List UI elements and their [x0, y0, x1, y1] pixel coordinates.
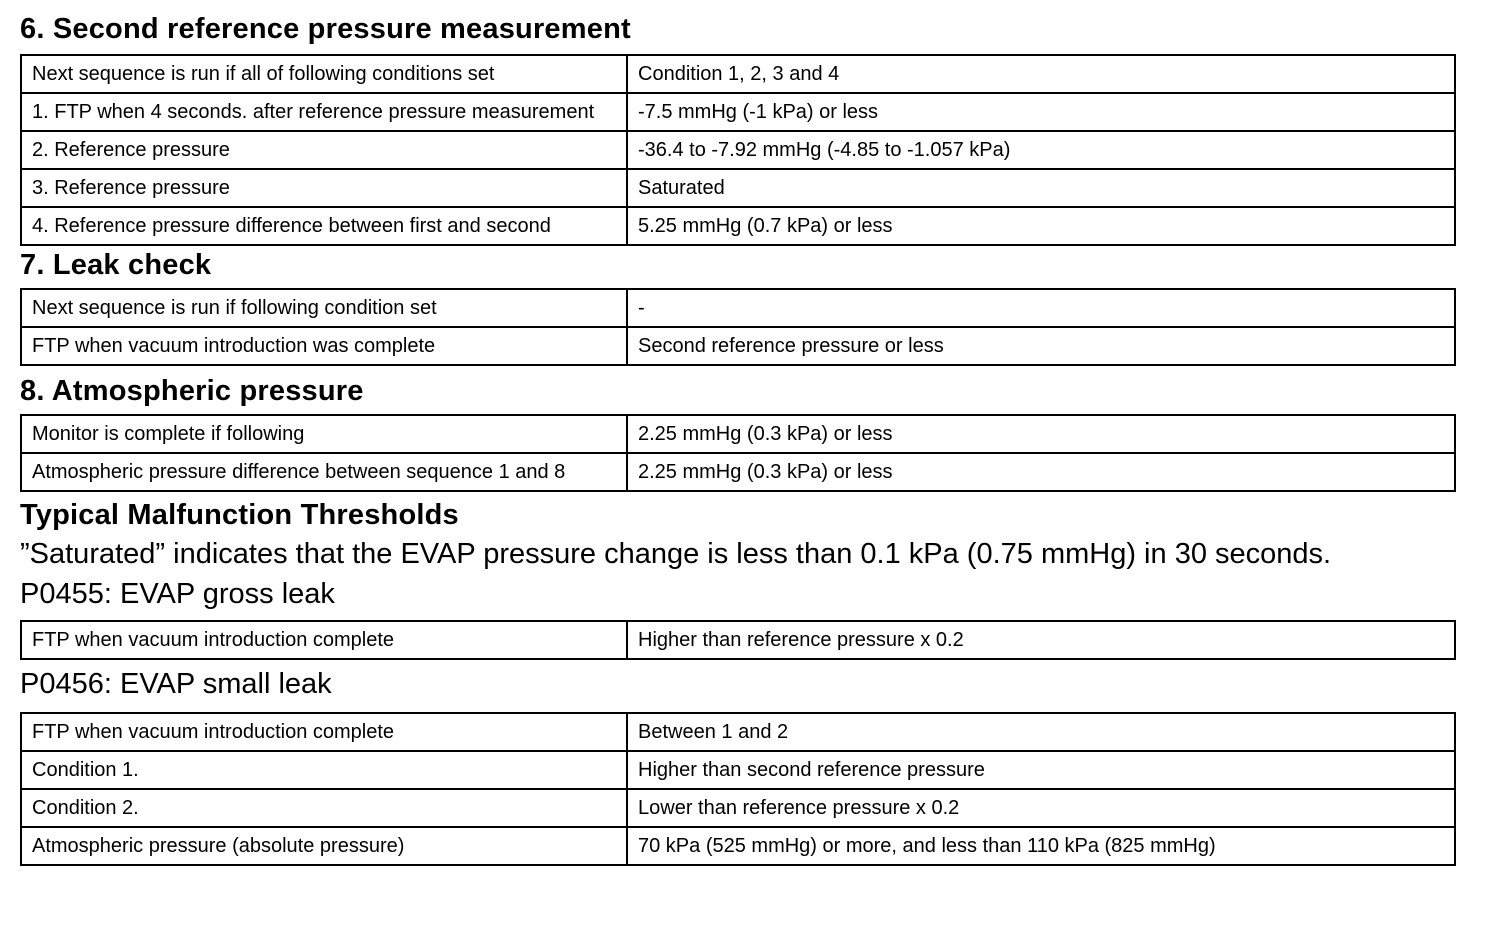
table-row	[21, 789, 1455, 827]
row-value: Condition 1, 2, 3 and 4	[627, 55, 1455, 93]
p0455-title: P0455: EVAP gross leak	[20, 578, 335, 610]
row-label: Atmospheric pressure difference between sequence 1 and 8	[21, 453, 627, 491]
row-value: 5.25 mmHg (0.7 kPa) or less	[627, 207, 1455, 245]
table-row	[21, 751, 1455, 789]
table-row	[21, 415, 1455, 453]
row-value: Saturated	[627, 169, 1455, 207]
row-value: -7.5 mmHg (-1 kPa) or less	[627, 93, 1455, 131]
row-value: Higher than reference pressure x 0.2	[627, 621, 1455, 659]
row-label: 3. Reference pressure	[21, 169, 627, 207]
thresholds-title: Typical Malfunction Thresholds	[20, 499, 459, 531]
table-row	[21, 207, 1455, 245]
row-label: FTP when vacuum introduction complete	[21, 713, 627, 751]
p0455-table	[20, 620, 1456, 660]
row-label: 4. Reference pressure difference between first and second	[21, 207, 627, 245]
row-label: Condition 2.	[21, 789, 627, 827]
section-7-table	[20, 288, 1456, 366]
table-row	[21, 827, 1455, 865]
row-value: Lower than reference pressure x 0.2	[627, 789, 1455, 827]
row-label: Next sequence is run if all of following conditions set	[21, 55, 627, 93]
row-label: Monitor is complete if following	[21, 415, 627, 453]
section-6-title: 6. Second reference pressure measurement	[20, 13, 631, 45]
table-row	[21, 55, 1455, 93]
row-value: 2.25 mmHg (0.3 kPa) or less	[627, 415, 1455, 453]
row-value: 70 kPa (525 mmHg) or more, and less than 110 kPa (825 mmHg)	[627, 827, 1455, 865]
row-value: Second reference pressure or less	[627, 327, 1455, 365]
table-row	[21, 453, 1455, 491]
table-row	[21, 327, 1455, 365]
row-value: Higher than second reference pressure	[627, 751, 1455, 789]
table-row	[21, 131, 1455, 169]
p0456-title: P0456: EVAP small leak	[20, 668, 332, 700]
table-row	[21, 621, 1455, 659]
row-value: Between 1 and 2	[627, 713, 1455, 751]
section-7-title: 7. Leak check	[20, 249, 212, 281]
row-label: 2. Reference pressure	[21, 131, 627, 169]
row-value: 2.25 mmHg (0.3 kPa) or less	[627, 453, 1455, 491]
row-label: Next sequence is run if following condition set	[21, 289, 627, 327]
section-8-table	[20, 414, 1456, 492]
row-value: -36.4 to -7.92 mmHg (-4.85 to -1.057 kPa)	[627, 131, 1455, 169]
row-label: 1. FTP when 4 seconds. after reference pressure measurement	[21, 93, 627, 131]
section-6-table	[20, 54, 1456, 246]
row-label: FTP when vacuum introduction complete	[21, 621, 627, 659]
p0456-table	[20, 712, 1456, 866]
row-label: Atmospheric pressure (absolute pressure)	[21, 827, 627, 865]
row-label: FTP when vacuum introduction was complete	[21, 327, 627, 365]
table-row	[21, 169, 1455, 207]
table-row	[21, 713, 1455, 751]
table-row	[21, 289, 1455, 327]
section-8-title: 8. Atmospheric pressure	[20, 375, 364, 407]
document-page	[20, 10, 1452, 866]
table-row	[21, 93, 1455, 131]
row-label: Condition 1.	[21, 751, 627, 789]
row-value: -	[627, 289, 1455, 327]
saturated-note: ”Saturated” indicates that the EVAP pressure change is less than 0.1 kPa (0.75 mmHg) in 30 seconds.	[20, 538, 1332, 570]
